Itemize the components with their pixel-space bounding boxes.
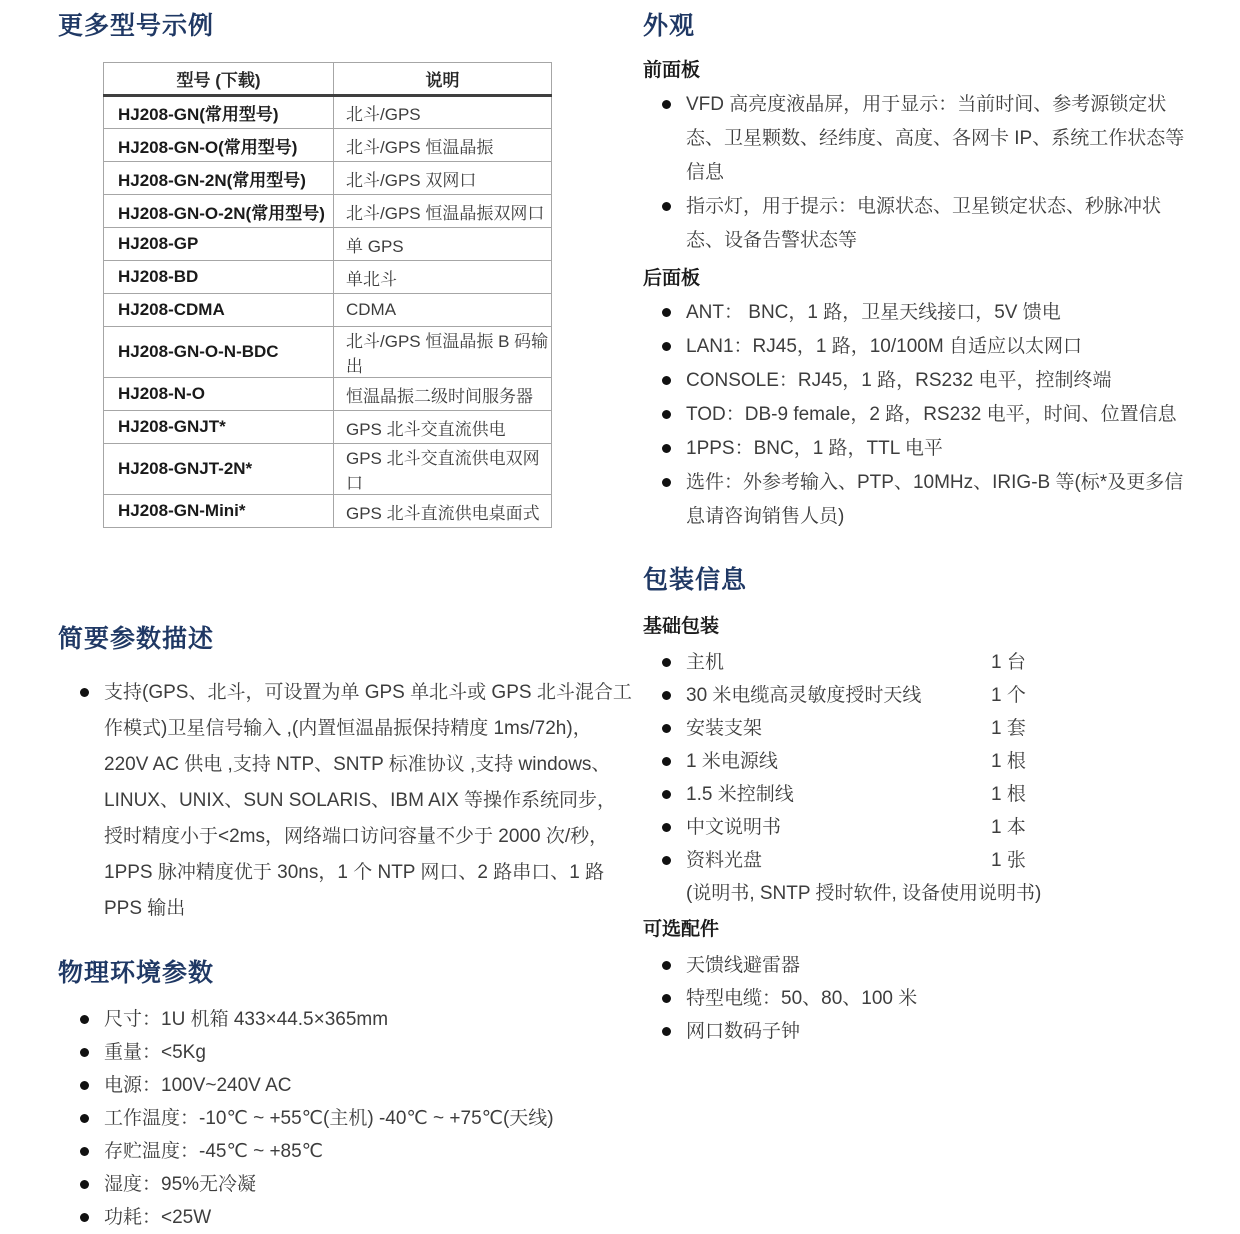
bullet-icon bbox=[662, 757, 671, 766]
bullet-icon bbox=[662, 308, 671, 317]
list-item-text: 特型电缆：50、80、100 米 bbox=[686, 988, 918, 1009]
list-item bbox=[643, 190, 1198, 258]
list-item bbox=[643, 1015, 1198, 1048]
bullet-icon bbox=[662, 202, 671, 211]
packaging-item-quantity: 1 套 bbox=[991, 718, 1026, 739]
bullet-icon bbox=[662, 376, 671, 385]
bullet-icon bbox=[662, 100, 671, 109]
models-table-header-model: 型号 (下载) bbox=[104, 63, 334, 96]
section-title-brief-params: 简要参数描述 bbox=[58, 625, 215, 653]
model-desc-cell: 北斗/GPS 恒温晶振 bbox=[334, 129, 552, 162]
list-item bbox=[643, 466, 1198, 534]
list-item-text: 1PPS：BNC，1 路，TTL 电平 bbox=[686, 438, 943, 459]
list-item-text: 尺寸：1U 机箱 433×44.5×365mm bbox=[104, 1009, 389, 1030]
packaging-item-label: 1.5 米控制线 bbox=[686, 784, 794, 805]
bullet-icon bbox=[662, 994, 671, 1003]
list-item bbox=[643, 88, 1198, 190]
model-desc-cell: 北斗/GPS bbox=[334, 96, 552, 129]
bullet-icon bbox=[80, 1081, 89, 1090]
model-desc-cell: 恒温晶振二级时间服务器 bbox=[334, 378, 552, 411]
left-column bbox=[58, 10, 633, 1234]
list-item bbox=[643, 432, 1198, 466]
list-item bbox=[58, 675, 633, 927]
packaging-item-label: 资料光盘 bbox=[686, 850, 763, 871]
list-item bbox=[58, 1003, 633, 1036]
list-item-text: 网口数码子钟 bbox=[686, 1021, 801, 1042]
model-name-cell: HJ208-GP bbox=[104, 228, 334, 261]
model-desc-cell: 单 GPS bbox=[334, 228, 552, 261]
list-item bbox=[643, 364, 1198, 398]
list-item bbox=[643, 844, 1198, 877]
section-title-packaging: 包装信息 bbox=[643, 566, 748, 594]
model-name-cell: HJ208-GNJT* bbox=[104, 411, 334, 444]
model-name-cell: HJ208-GN-2N(常用型号) bbox=[104, 162, 334, 195]
model-desc-cell: GPS 北斗交直流供电双网口 bbox=[334, 444, 552, 495]
list-item bbox=[643, 330, 1198, 364]
model-name-cell: HJ208-GN-Mini* bbox=[104, 495, 334, 528]
model-desc-cell: GPS 北斗交直流供电 bbox=[334, 411, 552, 444]
model-name-cell: HJ208-GN-O-N-BDC bbox=[104, 327, 334, 378]
packaging-item-label: 安装支架 bbox=[686, 718, 763, 739]
model-name-cell: HJ208-GN-O(常用型号) bbox=[104, 129, 334, 162]
packaging-item-quantity: 1 本 bbox=[991, 817, 1026, 838]
bullet-icon bbox=[662, 1027, 671, 1036]
brief-params-list bbox=[58, 675, 633, 927]
packaging-item-label: 中文说明书 bbox=[686, 817, 782, 838]
list-item bbox=[58, 1069, 633, 1102]
list-item-text: TOD：DB-9 female，2 路，RS232 电平，时间、位置信息 bbox=[686, 404, 1177, 425]
bullet-icon bbox=[662, 478, 671, 487]
table-row bbox=[104, 261, 552, 294]
bullet-icon bbox=[662, 823, 671, 832]
bullet-icon bbox=[662, 444, 671, 453]
basic-packaging-list bbox=[643, 646, 1198, 877]
list-item bbox=[643, 982, 1198, 1015]
list-item bbox=[643, 679, 1198, 712]
list-item bbox=[643, 778, 1198, 811]
model-name-cell: HJ208-BD bbox=[104, 261, 334, 294]
packaging-item-quantity: 1 根 bbox=[991, 751, 1026, 772]
subsection-title-rear-panel: 后面板 bbox=[643, 268, 701, 289]
bullet-icon bbox=[662, 691, 671, 700]
list-item bbox=[643, 296, 1198, 330]
models-table bbox=[103, 62, 552, 528]
bullet-icon bbox=[662, 724, 671, 733]
models-table-header-desc: 说明 bbox=[334, 63, 552, 96]
list-item-text: VFD 高亮度液晶屏，用于显示：当前时间、参考源锁定状态、卫星颗数、经纬度、高度、各网卡 IP、系统工作状态等信息 bbox=[686, 94, 1185, 183]
model-name-cell: HJ208-GNJT-2N* bbox=[104, 444, 334, 495]
optional-accessories-list bbox=[643, 949, 1198, 1048]
model-desc-cell: GPS 北斗直流供电桌面式 bbox=[334, 495, 552, 528]
list-item bbox=[58, 1036, 633, 1069]
bullet-icon bbox=[662, 410, 671, 419]
models-table-header-row bbox=[104, 63, 552, 96]
subsection-title-basic-packaging: 基础包装 bbox=[643, 616, 720, 637]
rear-panel-list bbox=[643, 296, 1198, 534]
list-item-text: 湿度：95%无冷凝 bbox=[104, 1174, 257, 1195]
physical-params-list bbox=[58, 1003, 633, 1234]
table-row bbox=[104, 162, 552, 195]
table-row bbox=[104, 327, 552, 378]
packaging-item-quantity: 1 个 bbox=[991, 685, 1026, 706]
model-desc-cell: CDMA bbox=[334, 294, 552, 327]
right-column bbox=[643, 10, 1198, 1234]
model-desc-cell: 北斗/GPS 双网口 bbox=[334, 162, 552, 195]
list-item bbox=[58, 1135, 633, 1168]
section-title-physical-params: 物理环境参数 bbox=[58, 959, 215, 987]
model-desc-cell: 北斗/GPS 恒温晶振双网口 bbox=[334, 195, 552, 228]
bullet-icon bbox=[662, 856, 671, 865]
list-item bbox=[643, 745, 1198, 778]
model-name-cell: HJ208-GN-O-2N(常用型号) bbox=[104, 195, 334, 228]
list-item-text: CONSOLE：RJ45，1 路，RS232 电平，控制终端 bbox=[686, 370, 1112, 391]
list-item-text: ANT： BNC，1 路，卫星天线接口，5V 馈电 bbox=[686, 302, 1061, 323]
bullet-icon bbox=[662, 790, 671, 799]
bullet-icon bbox=[80, 1048, 89, 1057]
list-item bbox=[643, 712, 1198, 745]
list-item-text: 存贮温度：-45℃ ~ +85℃ bbox=[104, 1141, 324, 1162]
bullet-icon bbox=[80, 1147, 89, 1156]
packaging-item-label: 30 米电缆高灵敏度授时天线 bbox=[686, 685, 922, 706]
table-row bbox=[104, 195, 552, 228]
bullet-icon bbox=[80, 1180, 89, 1189]
model-desc-cell: 单北斗 bbox=[334, 261, 552, 294]
list-item-text: 选件：外参考输入、PTP、10MHz、IRIG-B 等(标*及更多信息请咨询销售人员) bbox=[686, 472, 1184, 527]
table-row bbox=[104, 96, 552, 129]
model-name-cell: HJ208-GN(常用型号) bbox=[104, 96, 334, 129]
packaging-item-label: 1 米电源线 bbox=[686, 751, 778, 772]
packaging-note: (说明书, SNTP 授时软件, 设备使用说明书) bbox=[686, 883, 1042, 904]
table-row bbox=[104, 444, 552, 495]
table-row bbox=[104, 228, 552, 261]
list-item bbox=[643, 646, 1198, 679]
model-desc-cell: 北斗/GPS 恒温晶振 B 码输出 bbox=[334, 327, 552, 378]
list-item-text: LAN1：RJ45，1 路，10/100M 自适应以太网口 bbox=[686, 336, 1082, 357]
list-item-text: 天馈线避雷器 bbox=[686, 955, 801, 976]
table-row bbox=[104, 129, 552, 162]
table-row bbox=[104, 495, 552, 528]
model-name-cell: HJ208-CDMA bbox=[104, 294, 334, 327]
list-item-text: 指示灯，用于提示：电源状态、卫星锁定状态、秒脉冲状态、设备告警状态等 bbox=[686, 196, 1162, 251]
table-row bbox=[104, 294, 552, 327]
list-item-text: 电源：100V~240V AC bbox=[104, 1075, 292, 1096]
list-item bbox=[58, 1102, 633, 1135]
model-name-cell: HJ208-N-O bbox=[104, 378, 334, 411]
list-item-text: 重量：<5Kg bbox=[104, 1042, 206, 1063]
packaging-item-quantity: 1 台 bbox=[991, 652, 1026, 673]
bullet-icon bbox=[80, 1213, 89, 1222]
bullet-icon bbox=[662, 658, 671, 667]
subsection-title-optional-accessories: 可选配件 bbox=[643, 919, 720, 940]
bullet-icon bbox=[80, 1015, 89, 1024]
list-item bbox=[58, 1168, 633, 1201]
list-item-text: 支持(GPS、北斗，可设置为单 GPS 单北斗或 GPS 北斗混合工作模式)卫星信号输入 ,(内置恒温晶振保持精度 1ms/72h)，220V AC 供电 ,支持 NTP、SNTP 标准协议 ,支持 windows、LINUX、UNIX、SUN SOLARIS、IBM AIX 等操作系统同步，授时精度小于<2ms，网络端口访问容量不少于 2000 次/秒，1PPS 脉冲精度优于 30ns，1 个 NTP 网口、2 路串口、1 路 PPS 输出 bbox=[104, 682, 632, 919]
bullet-icon bbox=[80, 1114, 89, 1123]
list-item bbox=[643, 398, 1198, 432]
bullet-icon bbox=[662, 342, 671, 351]
packaging-item-quantity: 1 张 bbox=[991, 850, 1026, 871]
bullet-icon bbox=[662, 961, 671, 970]
list-item-text: 功耗：<25W bbox=[104, 1207, 212, 1228]
section-title-appearance: 外观 bbox=[643, 12, 696, 40]
list-item bbox=[643, 949, 1198, 982]
front-panel-list bbox=[643, 88, 1198, 258]
table-row bbox=[104, 411, 552, 444]
list-item-text: 工作温度：-10℃ ~ +55℃(主机) -40℃ ~ +75℃(天线) bbox=[104, 1108, 554, 1129]
bullet-icon bbox=[80, 688, 89, 697]
section-title-more-models: 更多型号示例 bbox=[58, 12, 215, 40]
subsection-title-front-panel: 前面板 bbox=[643, 60, 701, 81]
packaging-item-label: 主机 bbox=[686, 652, 725, 673]
packaging-item-quantity: 1 根 bbox=[991, 784, 1026, 805]
list-item bbox=[643, 811, 1198, 844]
list-item bbox=[58, 1201, 633, 1234]
table-row bbox=[104, 378, 552, 411]
